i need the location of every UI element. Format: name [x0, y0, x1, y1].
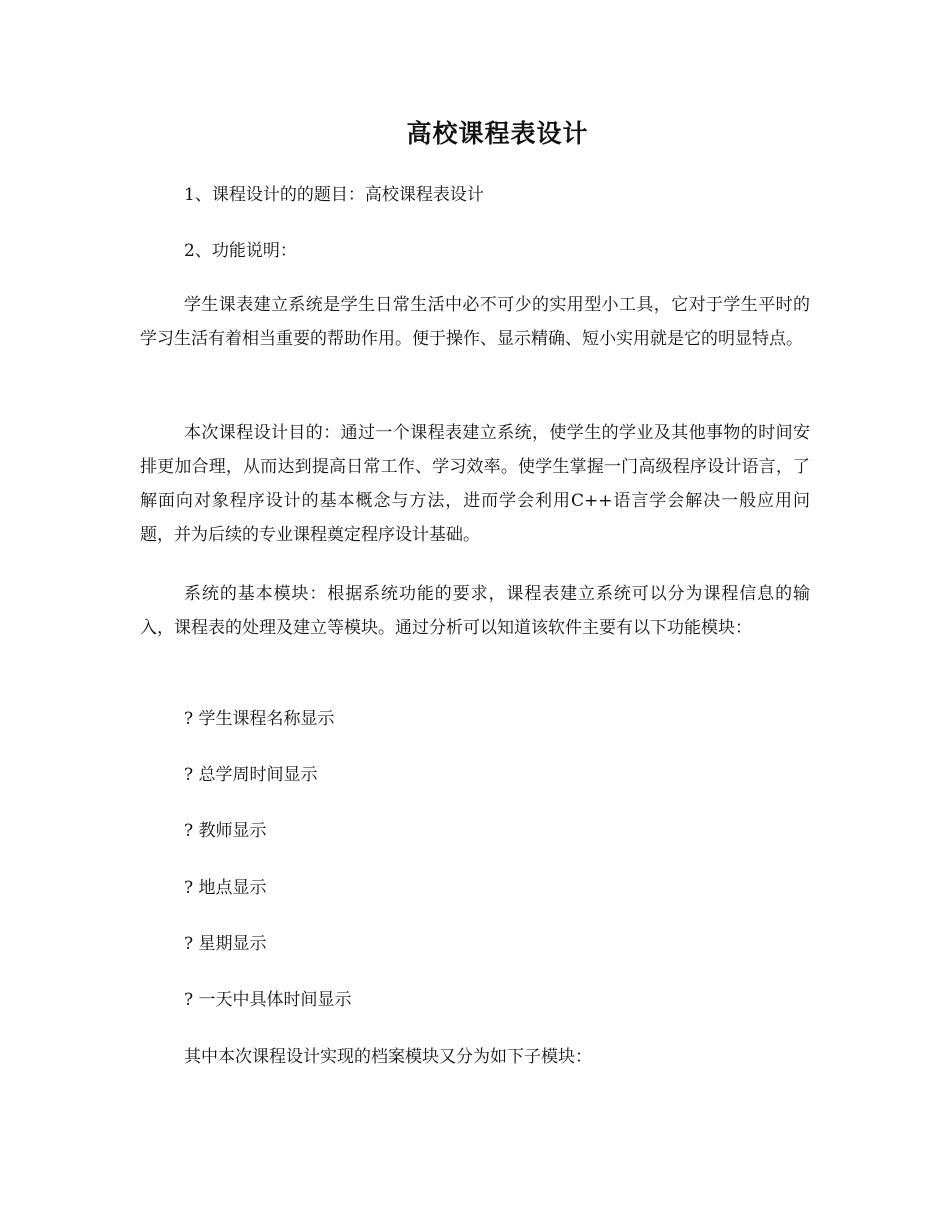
list-item: ? 教师显示 [184, 821, 267, 841]
closing-line: 其中本次课程设计实现的档案模块又分为如下子模块： [184, 1047, 592, 1067]
list-item: ? 地点显示 [184, 878, 267, 898]
list-item: ? 总学周时间显示 [184, 765, 318, 785]
paragraph-modules: 系统的基本模块：根据系统功能的要求，课程表建立系统可以分为课程信息的输入，课程表的处理及建立等模块。通过分析可以知道该软件主要有以下功能模块： [140, 584, 810, 638]
paragraph-purpose: 本次课程设计目的：通过一个课程表建立系统，使学生的学业及其他事物的时间安排更加合理，从而达到提高日常工作、学习效率。使学生掌握一门高级程序设计语言，了解面向对象程序设计的基本概念与方法，进而学会利用C++语言学会解决一般应用问题，并为后续的专业课程奠定程序设计基础。 [140, 423, 810, 545]
section-heading-2: 2、功能说明： [184, 241, 297, 261]
list-item: ? 星期显示 [184, 934, 267, 954]
document-title: 高校课程表设计 [406, 119, 589, 148]
list-item: ? 一天中具体时间显示 [184, 990, 352, 1010]
section-heading-1: 1、课程设计的的题目：高校课程表设计 [184, 185, 484, 205]
paragraph-intro: 学生课表建立系统是学生日常生活中必不可少的实用型小工具，它对于学生平时的学习生活有着相当重要的帮助作用。便于操作、显示精确、短小实用就是它的明显特点。 [140, 295, 810, 349]
list-item: ? 学生课程名称显示 [184, 709, 335, 729]
